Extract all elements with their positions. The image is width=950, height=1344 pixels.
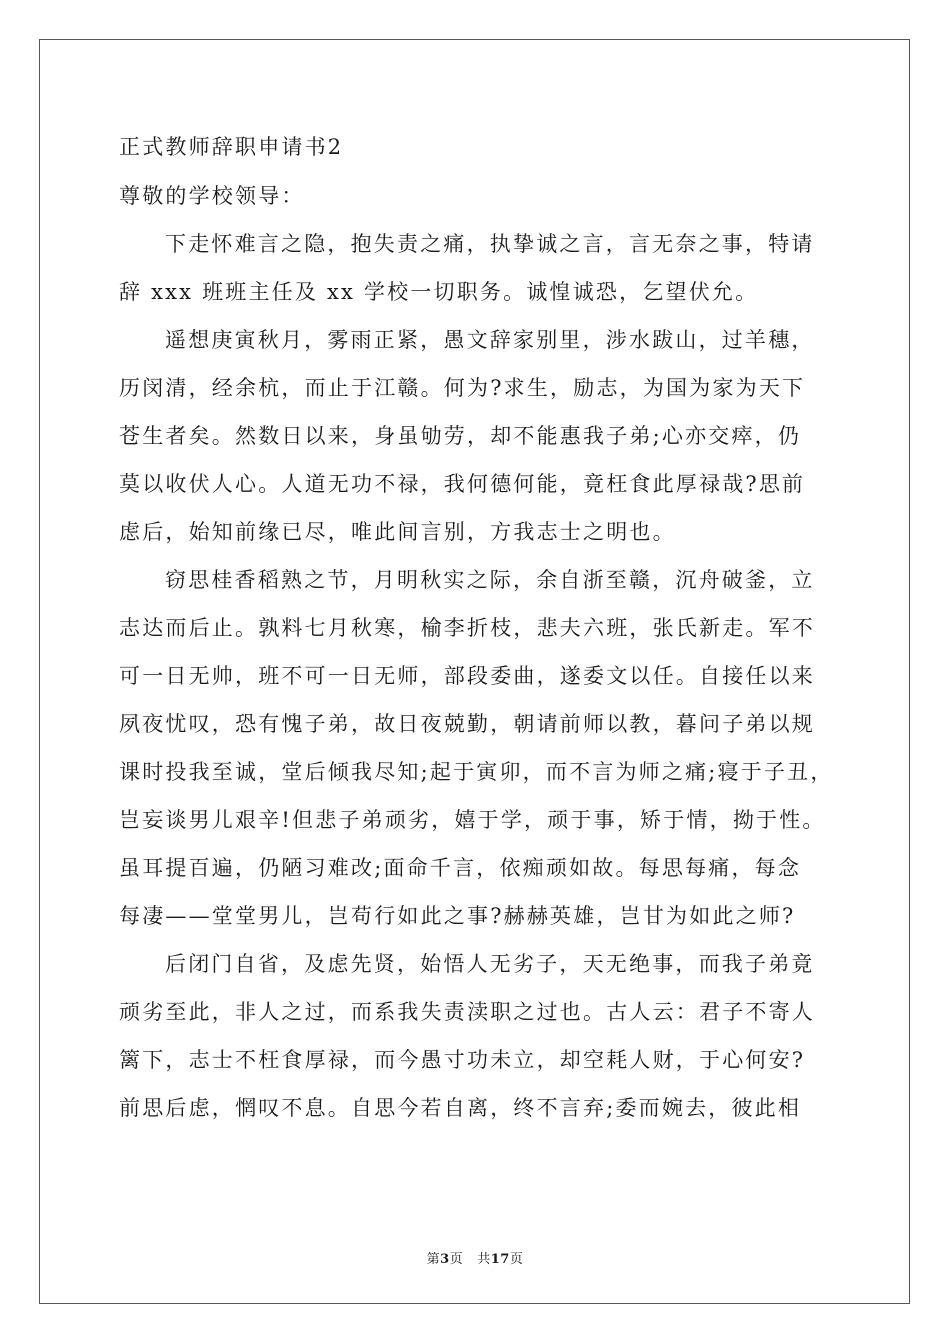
paragraph-line: 后闭门自省，及虑先贤，始悟人无劣子，天无绝事，而我子弟竟 bbox=[165, 952, 815, 976]
paragraph-4 bbox=[119, 940, 839, 1132]
total-prefix: 共 bbox=[477, 1252, 491, 1267]
paragraph-line: 每凄——堂堂男儿，岂苟行如此之事?赫赫英雄，岂甘为如此之师? bbox=[119, 904, 796, 928]
paragraph-line: 下走怀难言之隐，抱失责之痛，执挚诚之言，言无奈之事，特请 bbox=[165, 232, 815, 256]
paragraph-line: 志达而后止。孰料七月秋寒，榆李折枝，悲夫六班，张氏新走。军不 bbox=[119, 616, 815, 640]
page-prefix: 第 bbox=[426, 1252, 441, 1267]
paragraph-2 bbox=[119, 316, 839, 556]
document-title: 正式教师辞职申请书2 bbox=[119, 135, 344, 159]
paragraph-line: 课时投我至诚，堂后倾我尽知;起于寅卯，而不言为师之痛;寝于子丑， bbox=[119, 760, 834, 784]
current-page-number: 3 bbox=[440, 1252, 450, 1267]
paragraph-line: 可一日无帅，班不可一日无师，部段委曲，遂委文以任。自接任以来 bbox=[119, 664, 815, 688]
paragraph-line: 夙夜忧叹，恐有愧子弟，故日夜兢勤，朝请前师以教，暮问子弟以规 bbox=[119, 712, 815, 736]
paragraph-3 bbox=[119, 556, 839, 940]
document-body bbox=[119, 122, 839, 1132]
total-suffix: 页 bbox=[509, 1252, 524, 1267]
page-footer bbox=[0, 1248, 950, 1267]
page-suffix: 页 bbox=[449, 1252, 464, 1267]
paragraph-line: 历闵清，经余杭，而止于江赣。何为?求生，励志，为国为家为天下 bbox=[119, 376, 806, 400]
paragraph-line: 前思后虑，惘叹不息。自思今若自离，终不言弃;委而婉去，彼此相 bbox=[119, 1096, 802, 1120]
paragraph-line: 苍生者矣。然数日以来，身虽劬劳，却不能惠我子弟;心亦交瘁，仍 bbox=[119, 424, 802, 448]
total-page-number: 17 bbox=[490, 1252, 510, 1267]
paragraph-line: 辞 xxx 班班主任及 xx 学校一切职务。诚惶诚恐，乞望伏允。 bbox=[119, 280, 759, 304]
paragraph-line: 莫以收伏人心。人道无功不禄，我何德何能，竟枉食此厚禄哉?思前 bbox=[119, 472, 806, 496]
paragraph-line: 窃思桂香稻熟之节，月明秋实之际，余自浙至赣，沉舟破釜，立 bbox=[165, 568, 815, 592]
salutation: 尊敬的学校领导： bbox=[119, 184, 305, 208]
paragraph-line: 虑后，始知前缘已尽，唯此间言别，方我志士之明也。 bbox=[119, 520, 676, 544]
paragraph-1 bbox=[119, 220, 839, 316]
paragraph-line: 虽耳提百遍，仍陋习难改;面命千言，依痴顽如故。每思每痛，每念 bbox=[119, 856, 802, 880]
paragraph-line: 篱下，志士不枉食厚禄，而今愚寸功未立，却空耗人财，于心何安? bbox=[119, 1048, 806, 1072]
paragraph-line: 顽劣至此，非人之过，而系我失责渎职之过也。古人云：君子不寄人 bbox=[119, 1000, 815, 1024]
paragraph-line: 遥想庚寅秋月，雾雨正紧，愚文辞家别里，涉水跋山，过羊穗， bbox=[165, 328, 815, 352]
paragraph-line: 岂妄谈男儿艰辛!但悲子弟顽劣，嬉于学，顽于事，矫于情，拗于性。 bbox=[119, 808, 826, 832]
